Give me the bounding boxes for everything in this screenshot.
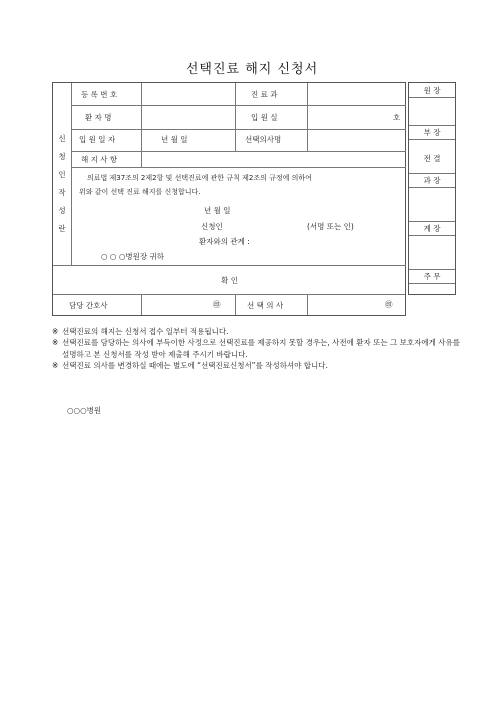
- page-title: 선택진료 해지 신청서: [185, 62, 319, 77]
- confirmation-label: 확 인: [221, 276, 238, 285]
- statement-line-2: 위와 같이 선택 진료 해지를 신청합니다.: [79, 188, 201, 196]
- signature-row: [52, 294, 406, 316]
- cancellation-items-label: 해 지 사 항: [81, 155, 118, 164]
- department-field[interactable]: [315, 89, 401, 101]
- nurse-seal[interactable]: ㊞: [213, 300, 221, 309]
- nurse-label: 담당 간호사: [69, 301, 108, 310]
- statement-line-1: 의료법 제37조의 2제2항 및 선택진료에 관한 규칙 제2조의 규정에 의하여: [87, 174, 312, 182]
- registration-number-field[interactable]: [149, 89, 229, 101]
- signature-hint: (서명 또는 인): [307, 222, 354, 231]
- doctor-seal[interactable]: ㊞: [385, 300, 393, 309]
- relation-label: 환자와의 관계 :: [199, 237, 250, 246]
- approval-section-chief: 과 장: [423, 176, 441, 185]
- admission-date-field[interactable]: 년 월 일: [161, 135, 188, 144]
- department-label: 진 료 과: [251, 90, 278, 99]
- approval-final-decision: 전 결: [423, 154, 441, 163]
- cancellation-items-field[interactable]: [149, 154, 399, 166]
- approval-director: 원 장: [423, 86, 441, 95]
- approval-staff: 주 무: [423, 272, 441, 281]
- note-2: ※ 선택진료를 담당하는 의사에 부득이한 사정으로 선택진료를 제공하지 못할 경우는, 사전에 환자 또는 그 보호자에게 사유를 설명하고 본 신청서를 작성 받아 제출해 주시기 바랍니다.: [52, 338, 461, 359]
- selected-doctor-label: 선택의사명: [245, 135, 282, 144]
- notes-section: [52, 326, 462, 371]
- ward-label: 입 원 실: [251, 113, 278, 122]
- application-date[interactable]: 년 월 일: [204, 206, 231, 215]
- applicant-label: 신청인: [201, 222, 223, 231]
- patient-name-label: 환 자 명: [85, 113, 112, 122]
- registration-number-label: 등 록 번 호: [81, 90, 118, 99]
- doctor-confirm-label: 선 택 의 사: [247, 301, 284, 310]
- patient-name-field[interactable]: [149, 112, 229, 124]
- room-suffix: 호: [393, 113, 401, 122]
- footer-hospital-name: ○○○병원: [67, 406, 102, 415]
- note-3: ※ 선택진료 의사를 변경하실 때에는 별도에 “선택진료신청서”를 작성하셔야 합니다.: [52, 360, 328, 370]
- approval-column: [408, 82, 456, 295]
- admission-date-label: 입 원 일 자: [79, 135, 116, 144]
- application-form: 신 청 인 작 성 란 등 록 번 호 진 료 과 환 자 명 입 원 실 호 입 원 일 자 년 월 일 선택의사명 해 지 사 항 의료법 제37조의 2제2항 및 선택진료에 관한 규칙 제2조의 규정에 의하여 위와 같이 선택 진료 해지를 신청합니다. 년 월 일 신청인 (서명 또는 인) 환자와의 관계 : ○ ○ ○병원장 귀하 확 인: [52, 82, 406, 295]
- approval-department-head: 부 장: [423, 128, 441, 137]
- selected-doctor-field[interactable]: [315, 134, 401, 146]
- approval-team-lead: 계 장: [423, 224, 441, 233]
- note-1: ※ 선택진료의 해지는 신청서 접수 일부터 적용됩니다.: [52, 327, 229, 336]
- recipient-line: ○ ○ ○병원장 귀하: [101, 252, 165, 261]
